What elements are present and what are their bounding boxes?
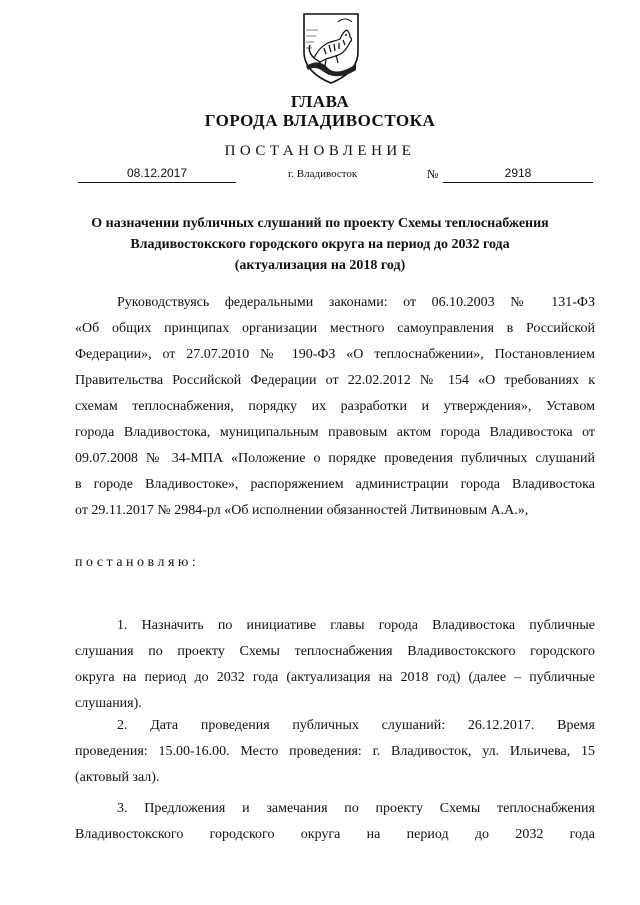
document-title [60, 213, 580, 276]
item-3-paragraph [75, 796, 595, 848]
item-line: округа на период до 2032 года (актуализация на 2018 год) (далее – публичные [75, 670, 595, 685]
preamble-line: «Об общих принципах организации местного самоуправления в Российской [75, 321, 595, 336]
decree-word: постановляю: [75, 555, 200, 570]
document-date: 08.12.2017 [78, 166, 236, 183]
item-1-paragraph [75, 613, 595, 717]
item-line: Владивостокского городского округа на период до 2032 года [75, 827, 595, 842]
document-city: г. Владивосток [288, 168, 358, 180]
preamble-line: города Владивостока, муниципальным правовым актом города Владивостока от [75, 425, 595, 440]
preamble-line: от 29.11.2017 № 2984-рл «Об исполнении обязанностей Литвиновым А.А.», [75, 503, 529, 518]
item-line: слушания по проекту Схемы теплоснабжения Владивостокского городского [75, 644, 595, 659]
document-type: ПОСТАНОВЛЕНИЕ [224, 143, 416, 159]
tiger-emblem-icon [298, 10, 364, 86]
title-line: Владивостокского городского округа на период до 2032 года [130, 237, 510, 252]
preamble-line: в городе Владивостоке», распоряжением администрации города Владивостока [75, 477, 595, 492]
preamble-line: Федерации», от 27.07.2010 № 190-ФЗ «О теплоснабжении», Постановлением [75, 347, 595, 362]
item-line: слушания). [75, 696, 142, 711]
item-line: 1. Назначить по инициативе главы города Владивостока публичные [117, 618, 595, 633]
item-line: 3. Предложения и замечания по проекту Схемы теплоснабжения [117, 801, 595, 816]
preamble-line: Правительства Российской Федерации от 22.02.2012 № 154 «О требованиях к [75, 373, 595, 388]
header-title-line2: ГОРОДА ВЛАДИВОСТОКА [204, 111, 436, 130]
title-line: О назначении публичных слушаний по проекту Схемы теплоснабжения [91, 216, 549, 231]
title-line: (актуализация на 2018 год) [234, 258, 406, 273]
preamble-line: схемам теплоснабжения, порядку их разработки и утверждения», Уставом [75, 399, 595, 414]
document-number: 2918 [443, 166, 593, 183]
preamble-line: 09.07.2008 № 34-МПА «Положение о порядке проведения публичных слушаний [75, 451, 595, 466]
item-line: проведения: 15.00-16.00. Место проведения: г. Владивосток, ул. Ильичева, 15 [75, 744, 595, 759]
preamble-line: Руководствуясь федеральными законами: от 06.10.2003 № 131-ФЗ [117, 295, 595, 310]
item-2-paragraph [75, 713, 595, 791]
number-sign: № [427, 167, 439, 181]
preamble-paragraph [75, 290, 595, 524]
header-title-line1: ГЛАВА [290, 92, 350, 111]
item-line: 2. Дата проведения публичных слушаний: 26.12.2017. Время [117, 718, 595, 733]
item-line: (актовый зал). [75, 770, 160, 785]
